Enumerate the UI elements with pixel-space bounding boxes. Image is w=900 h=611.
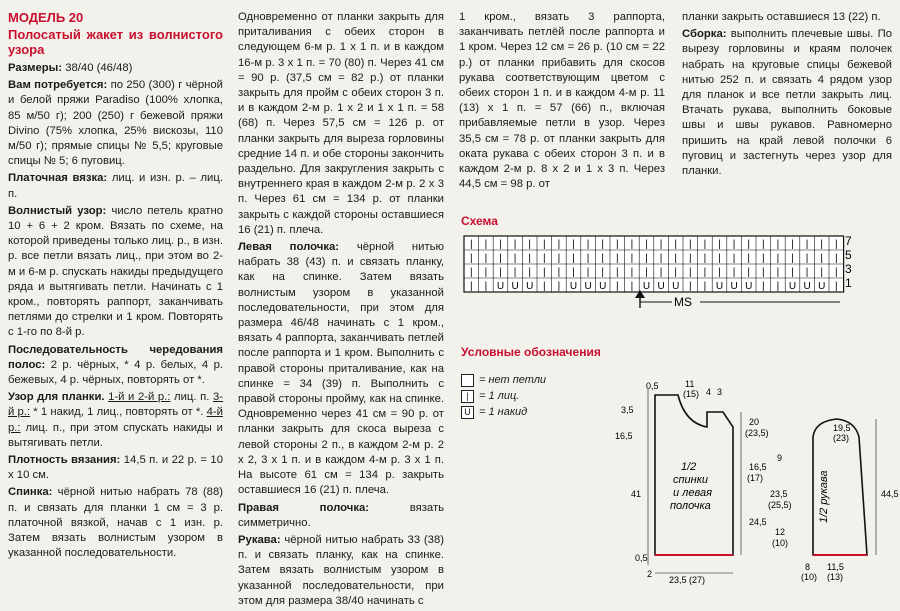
band-paragraph: Узор для планки. 1-й и 2-й р.: лиц. п. 3-й р.: * 1 накид, 1 лиц., повторять от *. 4-й р.: лиц. п., при этом спускать накиды и вытягивать петли. bbox=[8, 391, 224, 449]
chart-cell-symbol: U bbox=[715, 281, 724, 292]
chart-cell-symbol: | bbox=[469, 253, 473, 264]
chart-cell-symbol: | bbox=[528, 239, 532, 250]
chart-cell-symbol: | bbox=[645, 253, 648, 264]
chart-cell-symbol: | bbox=[688, 267, 692, 278]
chart-cell-symbol: | bbox=[776, 253, 780, 264]
dim-44-5: 44,5 bbox=[881, 489, 899, 499]
chart-cell-symbol: | bbox=[776, 267, 780, 278]
chart-cell-symbol: | bbox=[761, 267, 765, 278]
dim-3: 3 bbox=[717, 387, 723, 397]
dim-13: (13) bbox=[827, 572, 844, 582]
chart-cell-symbol: | bbox=[747, 253, 751, 264]
dim-bottom-width: 23,5 (27) bbox=[669, 575, 706, 585]
chart-cell-symbol: U bbox=[672, 281, 680, 292]
chart-cell-symbol: U bbox=[642, 281, 651, 292]
sleeves-end-paragraph: планки закрыть оставшиеся 13 (22) п. bbox=[682, 11, 881, 23]
chart-cell-symbol: | bbox=[572, 239, 575, 250]
body-label-2: спинки bbox=[673, 474, 709, 486]
wave-paragraph: Волнистый узор: число петель кратно 10 + 6 + 2 кром. Вязать по схеме, на которой приведены только лиц. р., в изн. р. все петли вязать лиц., при этом во 2-м и 6-м р. спускать накиды предыдущего ряда и вытягивать петли. Начинать с 1 кром., повторять раппорт, заканчивать петлями до стрелки и 1 кром. Повторять с 1-го по 8-й р. bbox=[8, 204, 223, 339]
chart-cell-symbol: | bbox=[557, 281, 561, 292]
chart-cell-symbol: | bbox=[761, 281, 765, 292]
chart-cell-symbol: | bbox=[542, 267, 546, 278]
chart-cell-symbol: | bbox=[630, 281, 634, 292]
legend-item-yarn-over: U = 1 накид bbox=[461, 404, 546, 420]
chart-cell-symbol: | bbox=[703, 281, 707, 292]
materials-paragraph: Вам потребуется: по 250 (300) г чёрной и белой пряжи Paradiso (100% хлопка, 85 м/50 г); 200 (250) г бежевой пряжи Divino (75% хлопка, 25% вискозы, 110 м/50 г); прямые спицы № 5,5; круговые спицы № 5; 6 пуговиц. bbox=[8, 79, 223, 168]
dim-23-5-sleeve: 23,5 bbox=[770, 489, 788, 499]
chart-cell-symbol: | bbox=[542, 253, 546, 264]
ms-label: MS bbox=[674, 295, 692, 309]
sleeves-continued-paragraph: 1 кром., вязать 3 раппорта, заканчивать петлёй после раппорта и 1 кром. Через 12 см = 26 р. (10 см = 22 р.) от планки прибавить для скосов рукава соответствующим цветом с обеих сторон 1 п. и в каждом 4-м р. 11 (13) х 1 п. = 57 (66) п., включая прибавляемые петли в узор. Через 35,5 см = 78 р. от планки закрыть для оката рукава с обеих сторон 3 п. и в каждом 2-м р. 8 х 2 и 1 х 3 п. Через 44,5 см = 98 р. от bbox=[459, 11, 665, 191]
dim-41: 41 bbox=[631, 489, 642, 499]
chart-cell-symbol: U bbox=[599, 281, 607, 292]
chart-cell-symbol: | bbox=[630, 253, 634, 264]
dim-24-5: 24,5 bbox=[749, 517, 767, 527]
dim-3-5: 3,5 bbox=[621, 405, 634, 415]
chart-cell-symbol: | bbox=[747, 267, 751, 278]
dim-16-5-right: 16,5 bbox=[749, 462, 767, 472]
chart-cell-symbol: | bbox=[659, 239, 663, 250]
chart-cell-symbol: | bbox=[703, 239, 707, 250]
column-3 bbox=[459, 10, 665, 194]
dim-2: 2 bbox=[647, 569, 653, 579]
chart-cell-symbol: | bbox=[630, 267, 634, 278]
row-label-3: 3 bbox=[845, 262, 852, 276]
legend bbox=[461, 372, 546, 420]
chart-cell-symbol: | bbox=[615, 239, 619, 250]
assembly-paragraph: Сборка: выполнить плечевые швы. По вырезу горловины и краям полочек набрать на круговые спицы бежевой нитью 252 п. и связать 4 рядом узор для планок и все петли закрыть лиц. Втачать рукава, выполнить боковые швы и швы рукавов. Равномерно пришить на край левой полочки 6 пуговиц и застегнуть через узор для планки. bbox=[682, 28, 892, 178]
chart-cell-symbol: | bbox=[484, 253, 488, 264]
chart-cell-symbol: U bbox=[584, 281, 592, 292]
column-1 bbox=[8, 10, 223, 564]
chart-cell-symbol: | bbox=[805, 239, 809, 250]
chart-cell-symbol: U bbox=[526, 281, 534, 292]
chart-cell-symbol: | bbox=[761, 253, 765, 264]
dim-9: 9 bbox=[777, 453, 783, 463]
chart-cell-symbol: U bbox=[657, 281, 665, 292]
back-continued-paragraph: Одновременно от планки закрыть для приталивания с обеих сторон в следующем 6-м р. 1 х 1 п. и в каждом 16-м р. 3 х 1 п. = 70 (80) п. Через 41 см = 90 р. (37,5 см = 82 р.) от планки закрыть для пройм с обеих сторон 3 п. и в каждом 2-м р. 1 х 2 и 1 х 1 п. = 58 (68) п. Через 57,5 см = 126 р. от планки закрыть для выреза горловины средние 14 п. и обе стороны закончить раздельно. Для закругления закрыть с внутреннего края в каждом 2-м р. 2 х 3 п. Через 61 см = 134 р. от планки закрыть с каждой стороны оставшиеся 16 (21) п. плеча. bbox=[238, 11, 444, 236]
dim-8: 8 bbox=[805, 562, 811, 572]
column-4 bbox=[682, 10, 892, 181]
dim-19-5: 19,5 bbox=[833, 423, 851, 433]
chart-cell-symbol: U bbox=[730, 281, 738, 292]
chart-cell-symbol: | bbox=[615, 253, 619, 264]
chart-row-labels bbox=[845, 234, 852, 290]
chart-cell-symbol: | bbox=[469, 267, 473, 278]
chart-cell-symbol: | bbox=[688, 281, 692, 292]
chart-cell-symbol: | bbox=[791, 239, 794, 250]
legend-item-no-stitch: = нет петли bbox=[461, 372, 546, 388]
chart-cell-symbol: U bbox=[569, 281, 578, 292]
chart-cell-symbol: | bbox=[586, 267, 590, 278]
back-paragraph: Спинка: чёрной нитью набрать 78 (88) п. и связать для планки 1 см = 3 р. платочной вязкой, начав с 1 изн. р. Затем вязать волнистым узором в указанной последовательности. bbox=[8, 486, 223, 560]
chart-cell-symbol: | bbox=[718, 267, 721, 278]
chart-cell-symbol: | bbox=[572, 253, 575, 264]
dim-4: 4 bbox=[706, 387, 712, 397]
chart-cell-symbol: | bbox=[703, 267, 707, 278]
legend-title: Условные обозначения bbox=[461, 345, 601, 359]
chart-cell-symbol: | bbox=[688, 239, 692, 250]
chart-cell-symbol: | bbox=[586, 239, 590, 250]
row-label-5: 5 bbox=[845, 248, 852, 262]
dim-10-a: (10) bbox=[772, 538, 789, 548]
dim-0-5-bottom: 0,5 bbox=[635, 553, 648, 563]
sizes-paragraph: Размеры: 38/40 (46/48) bbox=[8, 62, 133, 74]
chart-cell-symbol: | bbox=[645, 239, 648, 250]
chart-cell-symbol: | bbox=[703, 253, 707, 264]
chart-cell-symbol: | bbox=[761, 239, 765, 250]
body-label-3: и левая bbox=[673, 487, 712, 499]
chart-cell-symbol: | bbox=[557, 239, 561, 250]
chart-cell-symbol: | bbox=[805, 267, 809, 278]
empty-cell-icon bbox=[461, 374, 474, 387]
dim-23: (23) bbox=[833, 433, 850, 443]
chart-cell-symbol: | bbox=[645, 267, 648, 278]
chart-cell-symbol: | bbox=[718, 253, 721, 264]
chart-cell-symbol: U bbox=[745, 281, 753, 292]
chart-cell-symbol: | bbox=[805, 253, 809, 264]
chart-cell-symbol: | bbox=[601, 267, 605, 278]
chart-cell-symbol: | bbox=[484, 267, 488, 278]
chart-cell-symbol: | bbox=[557, 267, 561, 278]
chart-cell-symbol: | bbox=[834, 281, 838, 292]
chart-cell-symbol: | bbox=[499, 253, 502, 264]
ms-marker bbox=[635, 290, 840, 309]
chart-cell-symbol: | bbox=[659, 253, 663, 264]
chart-cell-symbol: | bbox=[776, 281, 780, 292]
knitting-chart bbox=[460, 232, 860, 332]
body-label-4: полочка bbox=[670, 500, 711, 512]
chart-cell-symbol: | bbox=[820, 253, 824, 264]
chart-cell-symbol: | bbox=[674, 267, 678, 278]
chart-cell-symbol: U bbox=[818, 281, 826, 292]
chart-cell-symbol: | bbox=[484, 281, 488, 292]
legend-item-knit: | = 1 лиц. bbox=[461, 388, 546, 404]
yarn-over-icon: U bbox=[461, 406, 474, 419]
gauge-paragraph: Плотность вязания: 14,5 п. и 22 р. = 10 х 10 см. bbox=[8, 454, 223, 482]
chart-cell-symbol: | bbox=[674, 239, 678, 250]
chart-cell-symbol: | bbox=[528, 253, 532, 264]
chart-cell-symbol: | bbox=[791, 267, 794, 278]
dim-11: 11 bbox=[685, 379, 695, 389]
chart-cell-symbol: U bbox=[496, 281, 505, 292]
chart-cell-symbol: | bbox=[615, 267, 619, 278]
chart-cell-symbol: | bbox=[513, 267, 517, 278]
chart-grid bbox=[464, 236, 844, 292]
chart-cell-symbol: | bbox=[718, 239, 721, 250]
pattern-diagram bbox=[615, 375, 900, 597]
chart-cell-symbol: | bbox=[674, 253, 678, 264]
dim-15: (15) bbox=[683, 389, 700, 399]
chart-cell-symbol: | bbox=[542, 281, 546, 292]
right-front-paragraph: Правая полочка: вязать симметрично. bbox=[238, 501, 444, 529]
garter-paragraph: Платочная вязка: лиц. и изн. р. – лиц. п. bbox=[8, 172, 223, 200]
dim-25-5: (25,5) bbox=[768, 500, 792, 510]
dim-11-5: 11,5 bbox=[827, 562, 844, 572]
column-2 bbox=[238, 10, 444, 611]
chart-cell-symbol: | bbox=[542, 239, 546, 250]
chart-cell-symbol: | bbox=[688, 253, 692, 264]
row-label-7: 7 bbox=[845, 234, 852, 248]
chart-cell-symbol: | bbox=[630, 239, 634, 250]
dim-0-5-top: 0,5 bbox=[646, 381, 659, 391]
stripes-paragraph: Последовательность чередования полос: 2 р. чёрных, * 4 р. белых, 4 р. бежевых, 4 р. чёрных, повторять от *. bbox=[8, 343, 223, 387]
chart-cell-symbol: | bbox=[469, 239, 473, 250]
dim-23-5-top: (23,5) bbox=[745, 428, 769, 438]
chart-cell-symbol: | bbox=[469, 281, 473, 292]
chart-cell-symbol: | bbox=[659, 267, 663, 278]
chart-cell-symbol: | bbox=[499, 239, 502, 250]
knit-stitch-icon: | bbox=[461, 390, 474, 403]
chart-cell-symbol: U bbox=[511, 281, 519, 292]
chart-cell-symbol: | bbox=[732, 239, 736, 250]
chart-cell-symbol: | bbox=[513, 253, 517, 264]
chart-cell-symbol: | bbox=[484, 239, 488, 250]
chart-cell-symbol: | bbox=[513, 239, 517, 250]
row-label-1: 1 bbox=[845, 276, 852, 290]
chart-cell-symbol: | bbox=[732, 267, 736, 278]
body-label-1: 1/2 bbox=[681, 461, 697, 473]
chart-cell-symbol: | bbox=[820, 267, 824, 278]
dim-20: 20 bbox=[749, 417, 760, 427]
sleeve-label: 1/2 рукава bbox=[818, 470, 830, 523]
chart-cell-symbol: | bbox=[572, 267, 575, 278]
left-front-paragraph: Левая полочка: чёрной нитью набрать 38 (43) п. и связать планку, как на спинке. Затем вязать волнистым узором в указанной последовательности, при этом для размера 46/48 начинать с 1 кром., вязать 4 раппорта, заканчивать петлей после раппорта и 1 кром. Выполнить с правой стороны приталивание, как на спинке = 34 (39) п. Выполнить с правой стороны пройму, как на спинке. Одновременно через 41 см = 90 р. от планки закрыть для скоса выреза с левой стороны 2 п., в каждом 2-м р. 2 х 2, 3 х 1 п. и в каждом 4-м р. 3 х 1 п. На высоте 61 см = 134 р. закрыть оставшиеся 16 (21) п. плеча. bbox=[238, 241, 444, 497]
chart-cell-symbol: | bbox=[747, 239, 751, 250]
chart-cell-symbol: | bbox=[776, 239, 780, 250]
chart-cell-symbol: U bbox=[803, 281, 811, 292]
dim-12: 12 bbox=[775, 527, 786, 537]
chart-cell-symbol: | bbox=[615, 281, 619, 292]
chart-cell-symbol: | bbox=[791, 253, 794, 264]
chart-cell-symbol: | bbox=[834, 239, 838, 250]
sleeves-paragraph: Рукава: чёрной нитью набрать 33 (38) п. и связать планку, как на спинке. Затем вязать волнистым узором в указанной последовательности, при этом для размера 38/40 начинать с bbox=[238, 533, 444, 607]
model-title: Полосатый жакет из волнистого узора bbox=[8, 27, 223, 57]
chart-cell-symbol: | bbox=[834, 253, 838, 264]
chart-cell-symbol: | bbox=[601, 253, 605, 264]
dim-17: (17) bbox=[747, 473, 764, 483]
chart-cell-symbol: | bbox=[499, 267, 502, 278]
dim-16-5-left: 16,5 bbox=[615, 431, 633, 441]
chart-cell-symbol: U bbox=[788, 281, 797, 292]
chart-cell-symbol: | bbox=[732, 253, 736, 264]
chart-cell-symbol: | bbox=[820, 239, 824, 250]
schema-title: Схема bbox=[461, 214, 498, 228]
chart-cell-symbol: | bbox=[557, 253, 561, 264]
dim-10-b: (10) bbox=[801, 572, 818, 582]
chart-cell-symbol: | bbox=[528, 267, 532, 278]
chart-cell-symbol: | bbox=[601, 239, 605, 250]
model-number: МОДЕЛЬ 20 bbox=[8, 10, 84, 25]
chart-cell-symbol: | bbox=[586, 253, 590, 264]
chart-cell-symbol: | bbox=[834, 267, 838, 278]
